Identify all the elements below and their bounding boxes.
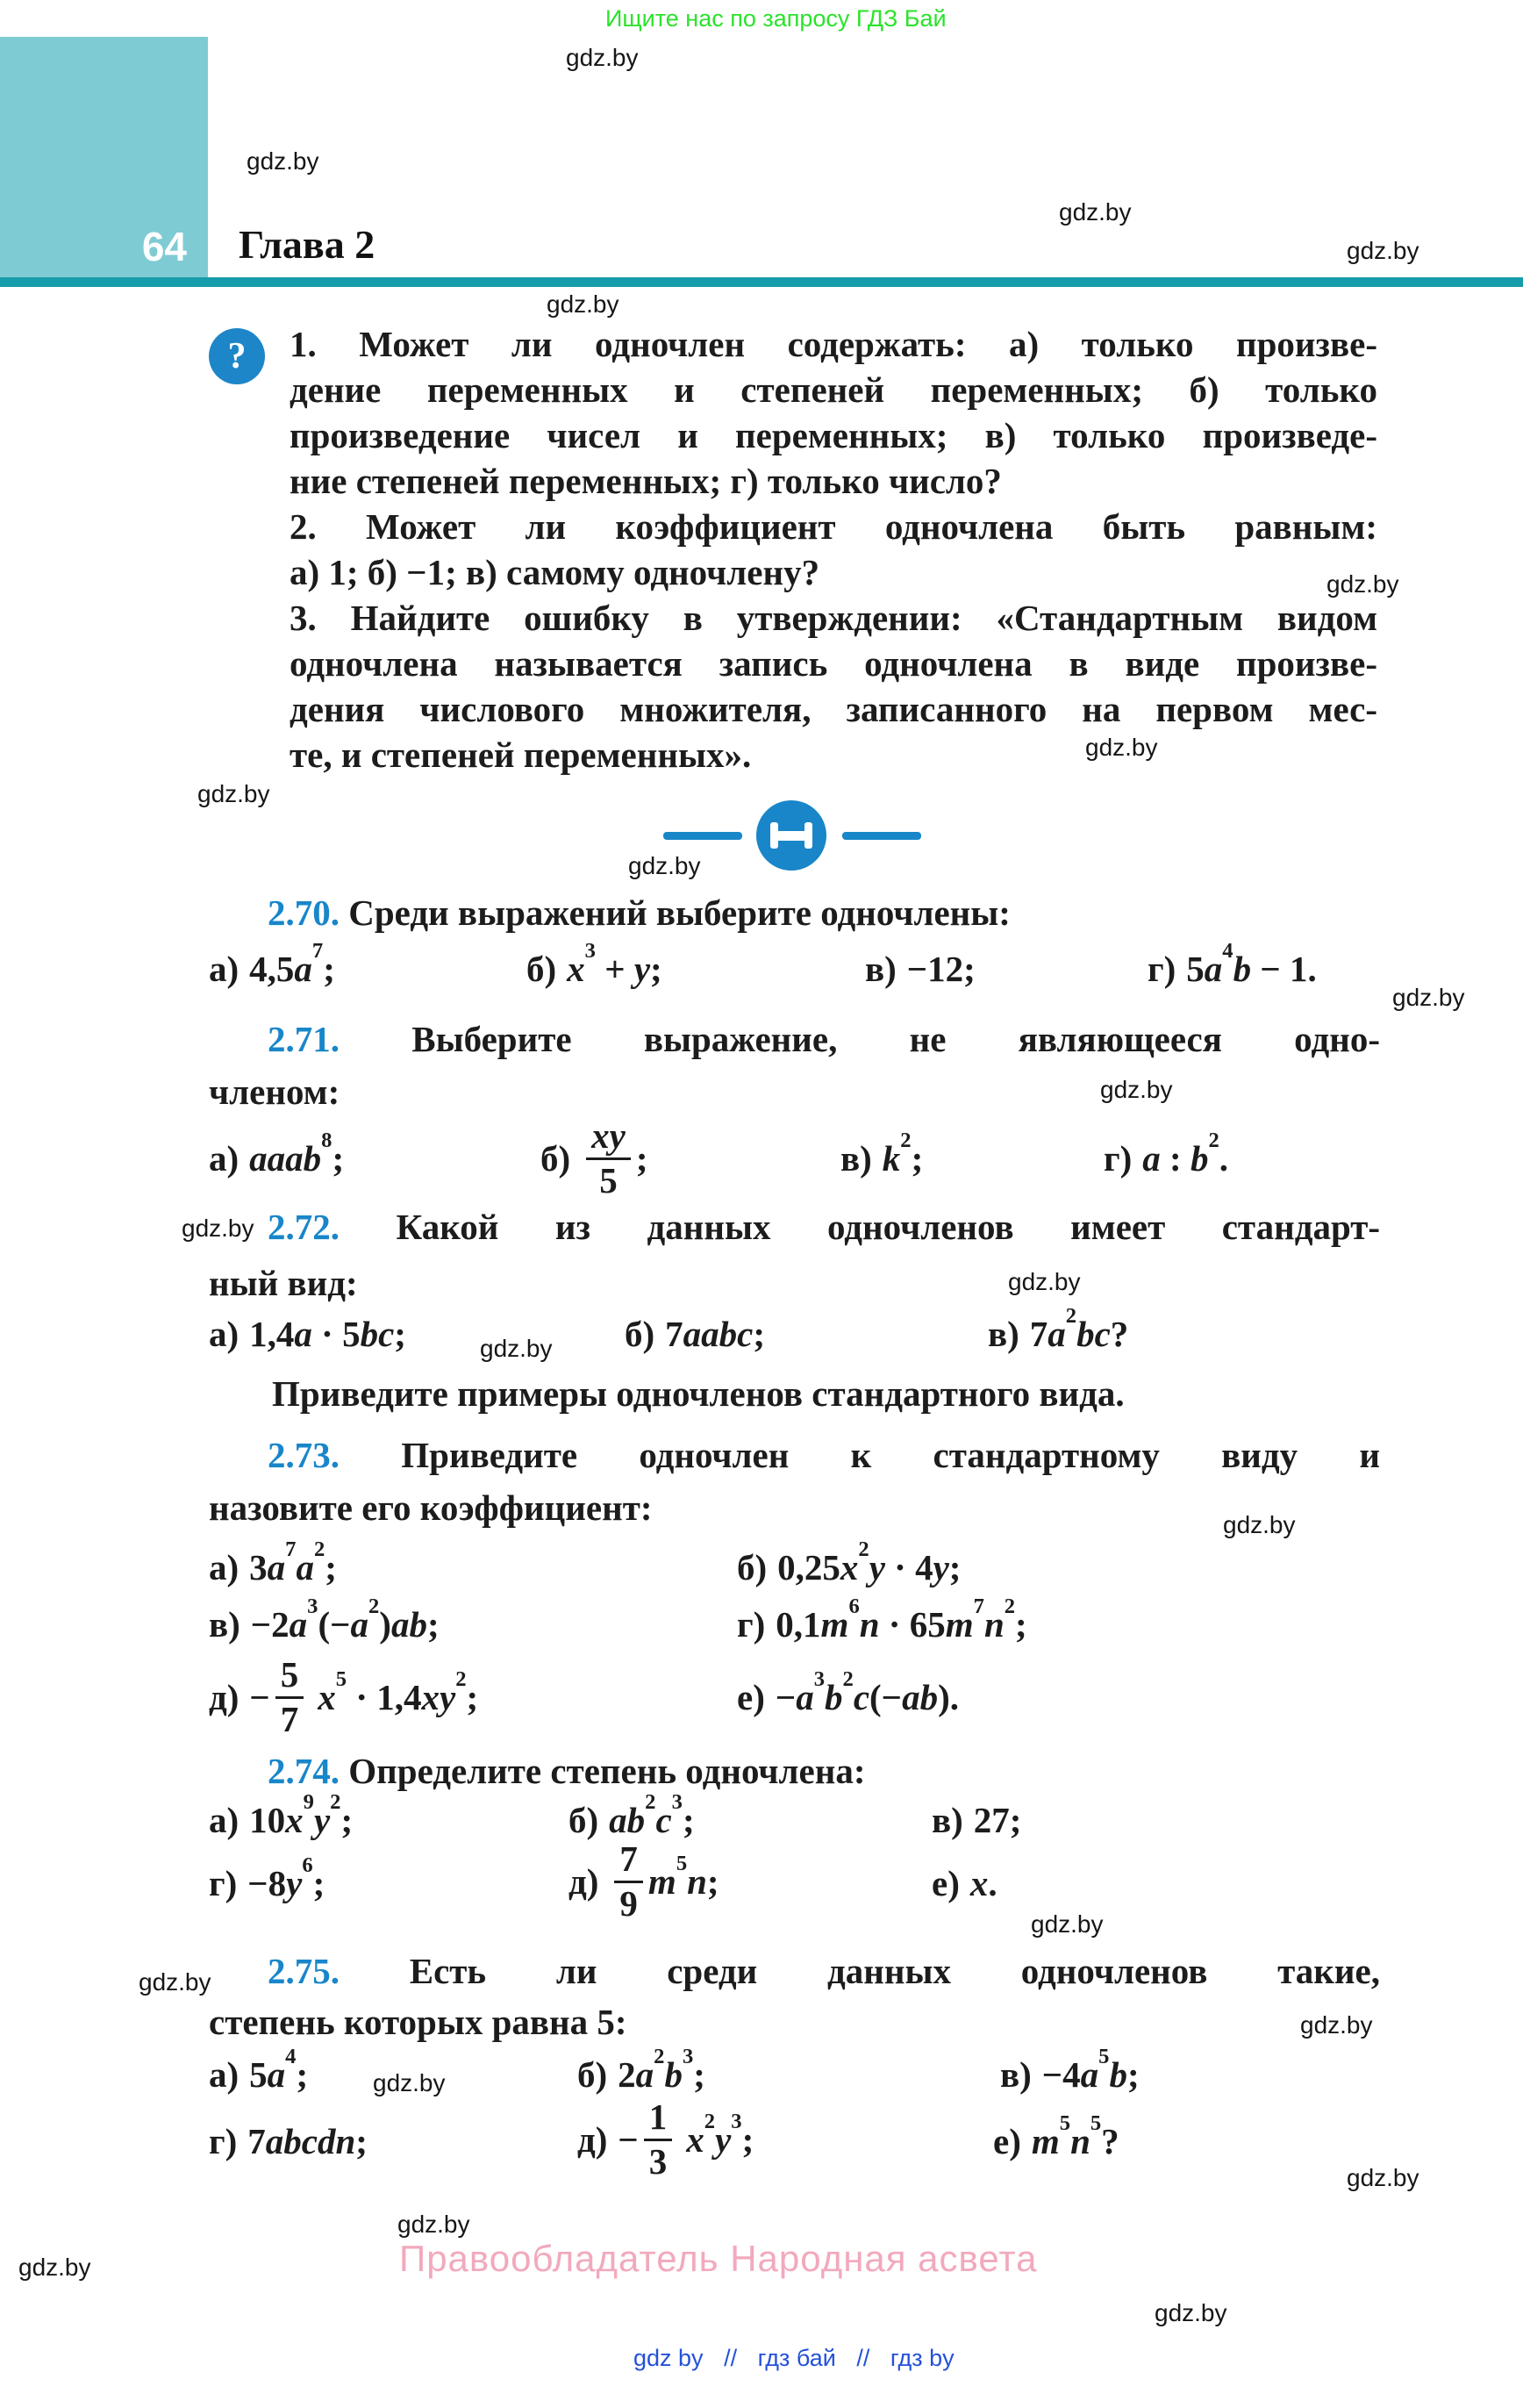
option: а) $5a^4$; [209, 2045, 309, 2095]
problem-2-72-note: Приведите примеры одночленов стандартного вида. [272, 1373, 1125, 1414]
watermark: gdz.by [1347, 237, 1419, 264]
problem-number: 2.75. [268, 1951, 340, 1991]
separator-line-left [663, 832, 742, 840]
problem-2-75-statement [268, 1950, 1380, 1992]
dumbbell-bar [778, 831, 804, 841]
problem-2-74-statement [268, 1750, 866, 1792]
option: а) $10x^9y^2$; [209, 1790, 354, 1840]
problem-number: 2.72. [268, 1207, 340, 1247]
fraction [586, 1115, 631, 1200]
fraction-numerator: 5 [275, 1654, 304, 1698]
option: в) −12; [865, 949, 976, 989]
option: д) $\frac{7}{9}$ $m^5n$; [568, 1838, 719, 1924]
option: $е) -a^3b^2c(-ab)$. [737, 1667, 959, 1717]
problem-2-71-statement-cont: членом: [209, 1071, 340, 1112]
problem-2-72-statement [268, 1206, 1380, 1248]
fraction-denominator: 3 [648, 2140, 668, 2182]
fraction [275, 1654, 304, 1739]
question-line: 2. Может ли коэффициент одночлена быть равным: [290, 506, 1377, 547]
problem-text: Какой из данных одночленов имеет стандарт- [396, 1207, 1380, 1247]
problem-text: Выберите выражение, не являющееся одно- [411, 1019, 1381, 1059]
watermark: gdz.by [1223, 1511, 1296, 1538]
footer-links [626, 2345, 962, 2372]
problem-2-75-statement-cont: степень которых равна 5: [209, 2002, 627, 2042]
option: а) $4,5a^7$; [209, 939, 335, 989]
fraction-numerator: 1 [644, 2096, 673, 2140]
problem-text: Есть ли среди данных одночленов такие, [409, 1951, 1381, 1991]
question-icon [209, 328, 265, 384]
watermark: gdz.by [1300, 2011, 1373, 2039]
option: г) $0,1m^6n \cdot 65m^7n^2$; [737, 1595, 1027, 1645]
watermark: gdz.by [397, 2211, 470, 2238]
option: а) aaab$^8$; [209, 1129, 345, 1179]
problem-text: Среди выражений выберите одночлены: [348, 892, 1011, 933]
watermark: gdz.by [1085, 734, 1158, 761]
watermark: gdz.by [247, 147, 319, 175]
option: б) $x^3 + y$; [526, 939, 662, 989]
problem-2-72-statement-cont: ный вид: [209, 1263, 358, 1303]
separator-line-right [842, 832, 921, 840]
question-mark-glyph: ? [227, 336, 247, 376]
problem-text: Приведите одночлен к стандартному виду и [401, 1435, 1380, 1475]
page-number: 64 [141, 224, 187, 269]
question-line: одночлена называется запись одночлена в виде произве- [290, 643, 1377, 684]
option: е) x. [932, 1863, 997, 1903]
option: г) 7abcdn; [209, 2121, 368, 2161]
problem-2-70-statement [268, 892, 1011, 934]
footer-link[interactable]: гдз by [890, 2345, 955, 2371]
watermark: gdz.by [18, 2254, 91, 2281]
link-separator: // [724, 2345, 738, 2371]
watermark: gdz.by [373, 2069, 446, 2096]
watermark: gdz.by [480, 1335, 553, 1362]
watermark: gdz.by [1031, 1910, 1104, 1938]
watermark: gdz.by [182, 1215, 254, 1242]
footer-link[interactable]: гдз бай [757, 2345, 836, 2371]
option: б) $ab^2c^3$; [568, 1790, 695, 1840]
watermark: gdz.by [197, 780, 270, 807]
link-separator: // [856, 2345, 870, 2371]
fraction-denominator: 7 [280, 1698, 299, 1739]
option: $в) -4a^5b$; [1000, 2045, 1140, 2095]
question-line: а) 1; б) −1; в) самому одночлену? [290, 552, 820, 592]
option: а) $3a^7a^2$; [209, 1537, 337, 1587]
problem-number: 2.74. [268, 1751, 340, 1791]
watermark: gdz.by [1326, 570, 1399, 598]
question-line: те, и степеней переменных». [290, 735, 752, 775]
watermark: gdz.by [566, 44, 639, 71]
problem-number: 2.71. [268, 1019, 340, 1059]
watermark: gdz.by [1100, 1076, 1173, 1103]
watermark: gdz.by [1059, 198, 1132, 226]
option: д) − $\frac{1}{3}$ $x^2y^3$; [577, 2096, 754, 2182]
option: в) 27; [932, 1800, 1022, 1840]
problem-2-73-statement-cont: назовите его коэффициент: [209, 1487, 653, 1528]
fraction [614, 1838, 643, 1924]
problem-text: Определите степень одночлена: [348, 1751, 866, 1791]
fraction [644, 2096, 673, 2182]
header-rule [0, 277, 1523, 287]
question-line: 1. Может ли одночлен содержать: а) только произве- [290, 324, 1377, 364]
option: д) − $\frac{5}{7}$ $x^5 \cdot 1,4xy^2$; [209, 1654, 479, 1739]
copyright-notice: Правообладатель Народная асвета [399, 2238, 1038, 2279]
fraction-denominator: 5 [599, 1159, 618, 1200]
problem-number: 2.73. [268, 1435, 340, 1475]
option: $в) -2a^3(-a^2)ab$; [209, 1595, 440, 1645]
watermark: gdz.by [1008, 1268, 1081, 1295]
watermark: gdz.by [139, 1968, 211, 1996]
watermark: gdz.by [1347, 2164, 1419, 2191]
watermark: gdz.by [1392, 984, 1465, 1011]
fraction-numerator: xy [586, 1115, 631, 1159]
dumbbell-bar [804, 822, 812, 849]
option: в) $7a^2bc$? [988, 1304, 1129, 1354]
question-line: дение переменных и степеней переменных; б) только [290, 369, 1377, 410]
question-line: 3. Найдите ошибку в утверждении: «Стандартным видом [290, 598, 1377, 638]
option: б) 7aabc; [625, 1314, 766, 1354]
problem-2-73-statement [268, 1434, 1380, 1476]
option: б) $0,25x^2y \cdot 4y$; [737, 1537, 962, 1587]
option: $г) -8y^6$; [209, 1853, 325, 1903]
question-block [290, 321, 1377, 778]
option: в) $k^2$; [840, 1129, 924, 1179]
option: г) $5a^4b - 1$. [1148, 939, 1317, 989]
option: б) $2a^2b^3$; [577, 2045, 705, 2095]
option: б) $\frac{xy}{5}$ ; [540, 1115, 648, 1200]
option: е) $m^5n^5$? [993, 2111, 1119, 2161]
watermark: gdz.by [628, 852, 701, 879]
footer-link[interactable]: gdz by [633, 2345, 704, 2371]
option: а) 1,4a · 5bc; [209, 1314, 406, 1354]
dumbbell-icon [756, 800, 826, 871]
question-line: дения числового множителя, записанного на первом мес- [290, 689, 1377, 729]
fraction-numerator: 7 [614, 1838, 643, 1882]
top-notice: Ищите нас по запросу ГДЗ Бай [605, 5, 947, 32]
chapter-title: Глава 2 [239, 222, 375, 267]
question-line: ние степеней переменных; г) только число? [290, 461, 1002, 501]
watermark: gdz.by [1155, 2299, 1227, 2326]
option: г) a : $b^2$. [1104, 1129, 1228, 1179]
watermark: gdz.by [547, 290, 619, 318]
question-line: произведение чисел и переменных; в) только произведе- [290, 415, 1377, 455]
problem-number: 2.70. [268, 892, 340, 933]
dumbbell-bar [770, 822, 778, 849]
problem-2-71-statement [268, 1018, 1380, 1060]
fraction-denominator: 9 [619, 1882, 638, 1924]
